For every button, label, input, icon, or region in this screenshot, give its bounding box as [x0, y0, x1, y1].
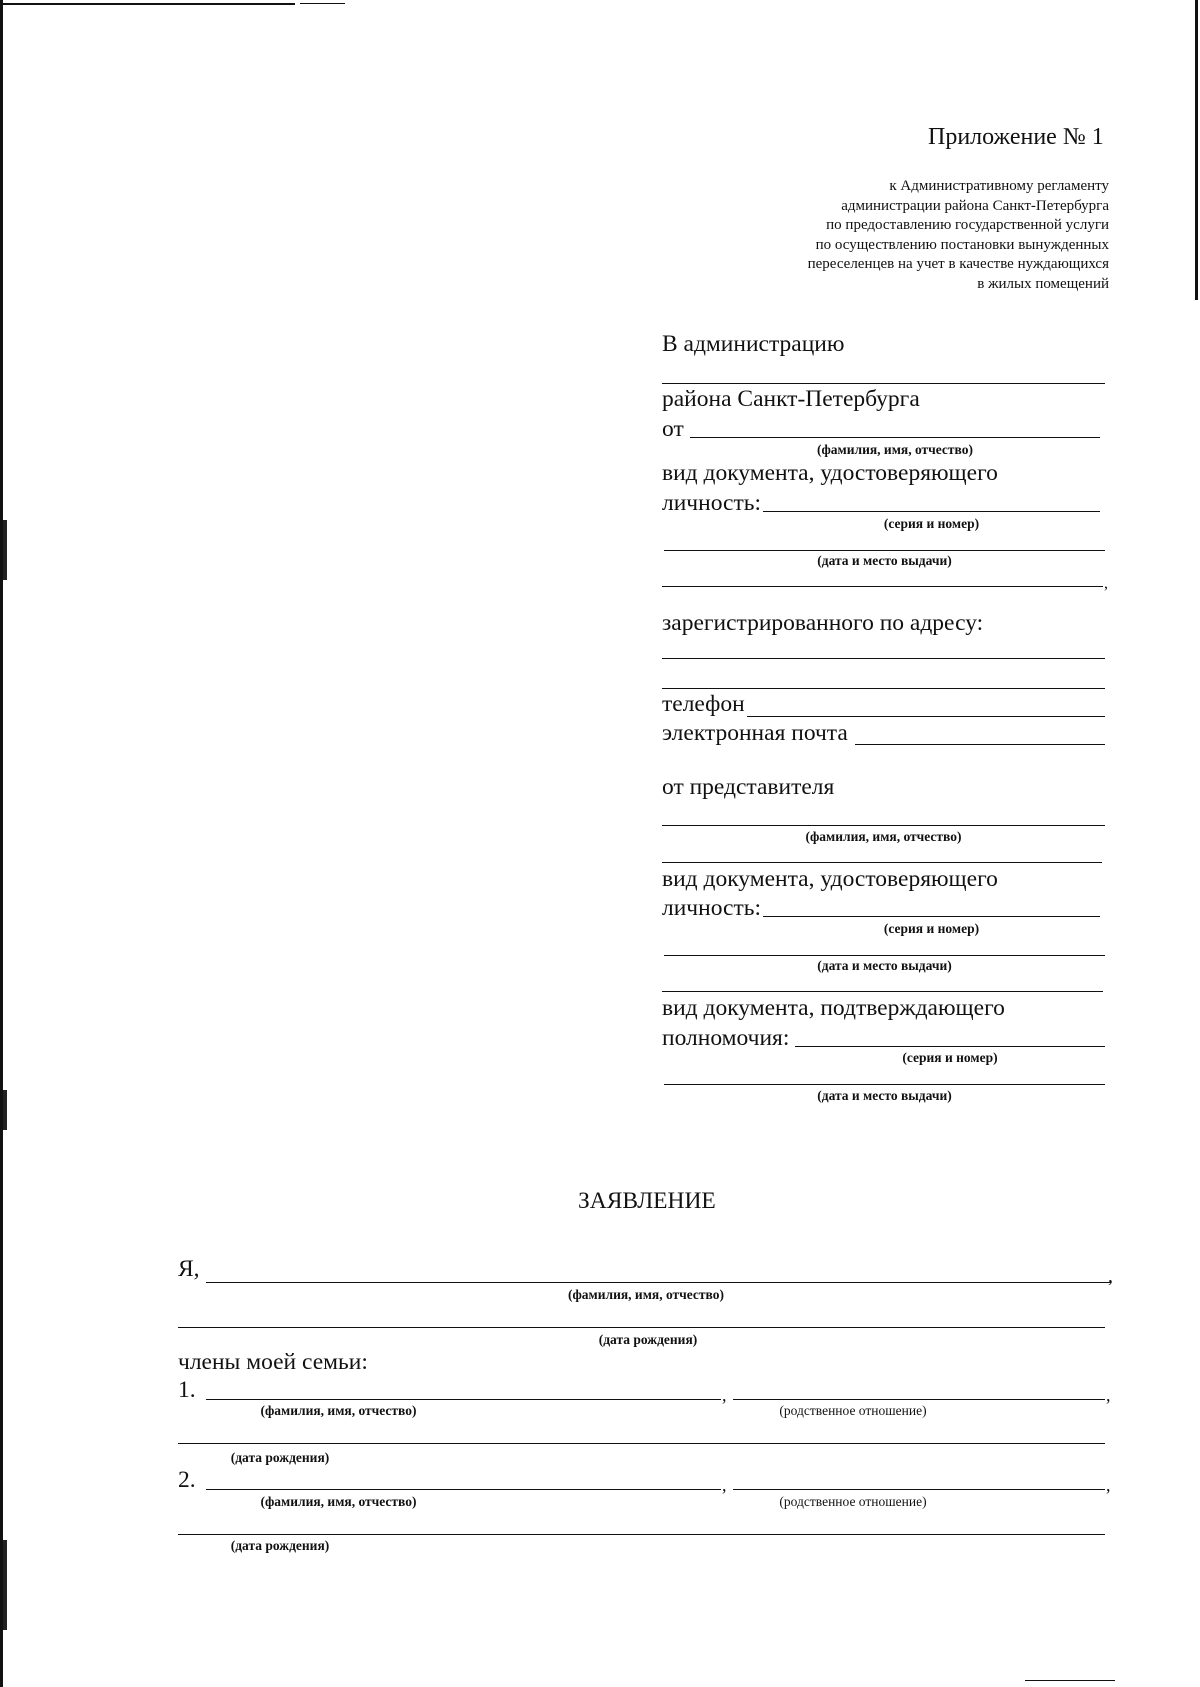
- id-doc-label: вид документа, удостоверяющего: [662, 460, 998, 486]
- appendix-title: Приложение № 1: [928, 124, 1104, 150]
- member-name-field[interactable]: [206, 1399, 721, 1400]
- scan-mark: [3, 520, 7, 580]
- member-caption-birth: (дата рождения): [230, 1538, 330, 1553]
- scan-bottom-line: [1025, 1680, 1115, 1681]
- email-label: электронная почта: [662, 720, 848, 746]
- declarant-caption-birth: (дата рождения): [598, 1332, 698, 1347]
- auth-series-field[interactable]: [795, 1046, 1105, 1047]
- rep-caption-series: (серия и номер): [883, 921, 980, 936]
- appendix-subtitle: [808, 177, 1109, 295]
- registered-label: зарегистрированного по адресу:: [662, 610, 984, 636]
- member-caption-relation: (родственное отношение): [779, 1403, 927, 1418]
- scan-top-line: [300, 3, 345, 4]
- rep-id-series-field[interactable]: [763, 916, 1100, 917]
- rep-id-doc-label: вид документа, удостоверяющего: [662, 866, 998, 892]
- scan-left-edge: [0, 0, 3, 1687]
- statement-title: ЗАЯВЛЕНИЕ: [578, 1188, 716, 1214]
- auth-doc-label: вид документа, подтверждающего: [662, 995, 1005, 1021]
- declarant-birth-field[interactable]: [178, 1327, 1105, 1328]
- i-label: Я,: [178, 1256, 200, 1282]
- admin-field[interactable]: [662, 383, 1105, 384]
- id-doc-label-2: личность:: [662, 490, 761, 516]
- declarant-name-field[interactable]: [206, 1282, 1111, 1283]
- member-name-field[interactable]: [206, 1489, 721, 1490]
- family-label: члены моей семьи:: [178, 1349, 368, 1375]
- member-relation-field[interactable]: [733, 1399, 1105, 1400]
- member-caption-fio: (фамилия, имя, отчество): [260, 1403, 417, 1418]
- appendix-line: администрации района Санкт-Петербурга: [841, 197, 1109, 214]
- member-birth-field[interactable]: [178, 1534, 1105, 1535]
- comma: ,: [722, 1385, 727, 1405]
- member-number: 2.: [178, 1467, 196, 1493]
- rep-id-issue-field[interactable]: [664, 955, 1105, 956]
- from-rep-label: от представителя: [662, 774, 835, 800]
- scan-right-mark: [1195, 0, 1198, 300]
- rep-name-field-2[interactable]: [662, 862, 1102, 863]
- member-relation-field[interactable]: [733, 1489, 1105, 1490]
- phone-field[interactable]: [747, 716, 1105, 717]
- address-field-1[interactable]: [662, 658, 1105, 659]
- phone-label: телефон: [662, 691, 745, 717]
- rep-caption-fio: (фамилия, имя, отчество): [805, 829, 962, 844]
- rep-name-field[interactable]: [662, 825, 1105, 826]
- comma: ,: [1106, 1475, 1111, 1495]
- id-series-field[interactable]: [763, 511, 1100, 512]
- caption-fio: (фамилия, имя, отчество): [816, 442, 974, 457]
- auth-caption-series: (серия и номер): [902, 1050, 998, 1065]
- comma: ,: [1108, 1265, 1113, 1287]
- declarant-caption-fio: (фамилия, имя, отчество): [567, 1287, 725, 1302]
- scan-mark: [3, 1540, 7, 1630]
- comma: ,: [1104, 575, 1108, 592]
- from-label: от: [662, 416, 684, 442]
- appendix-line: по предоставлению государственной услуги: [826, 217, 1109, 234]
- to-admin-label: В администрацию: [662, 331, 845, 357]
- auth-issue-field[interactable]: [664, 1084, 1105, 1085]
- member-caption-birth: (дата рождения): [230, 1450, 330, 1465]
- member-birth-field[interactable]: [178, 1443, 1105, 1444]
- appendix-line: в жилых помещений: [977, 275, 1109, 292]
- member-caption-relation: (родственное отношение): [779, 1494, 927, 1509]
- rep-id-doc-label-2: личность:: [662, 895, 761, 921]
- rep-id-issue-field-2[interactable]: [662, 991, 1103, 992]
- caption-series: (серия и номер): [883, 516, 980, 531]
- caption-issue: (дата и место выдачи): [817, 553, 952, 568]
- id-issue-field[interactable]: [664, 550, 1105, 551]
- applicant-name-field[interactable]: [690, 437, 1100, 438]
- appendix-line: переселенцев на учет в качестве нуждающихся: [807, 256, 1109, 273]
- email-field[interactable]: [855, 744, 1105, 745]
- appendix-line: к Административному регламенту: [889, 178, 1109, 194]
- scan-mark: [3, 1090, 7, 1130]
- auth-doc-label-2: полномочия:: [662, 1025, 790, 1051]
- comma: ,: [1106, 1385, 1111, 1405]
- id-issue-field-2[interactable]: [662, 586, 1103, 587]
- rep-caption-issue: (дата и место выдачи): [817, 958, 952, 973]
- member-caption-fio: (фамилия, имя, отчество): [260, 1494, 417, 1509]
- auth-caption-issue: (дата и место выдачи): [817, 1088, 952, 1103]
- appendix-line: по осуществлению постановки вынужденных: [815, 236, 1109, 253]
- district-label: района Санкт-Петербурга: [662, 386, 920, 412]
- member-number: 1.: [178, 1377, 196, 1403]
- comma: ,: [722, 1475, 727, 1495]
- address-field-2[interactable]: [662, 688, 1105, 689]
- scan-top-line: [0, 3, 295, 5]
